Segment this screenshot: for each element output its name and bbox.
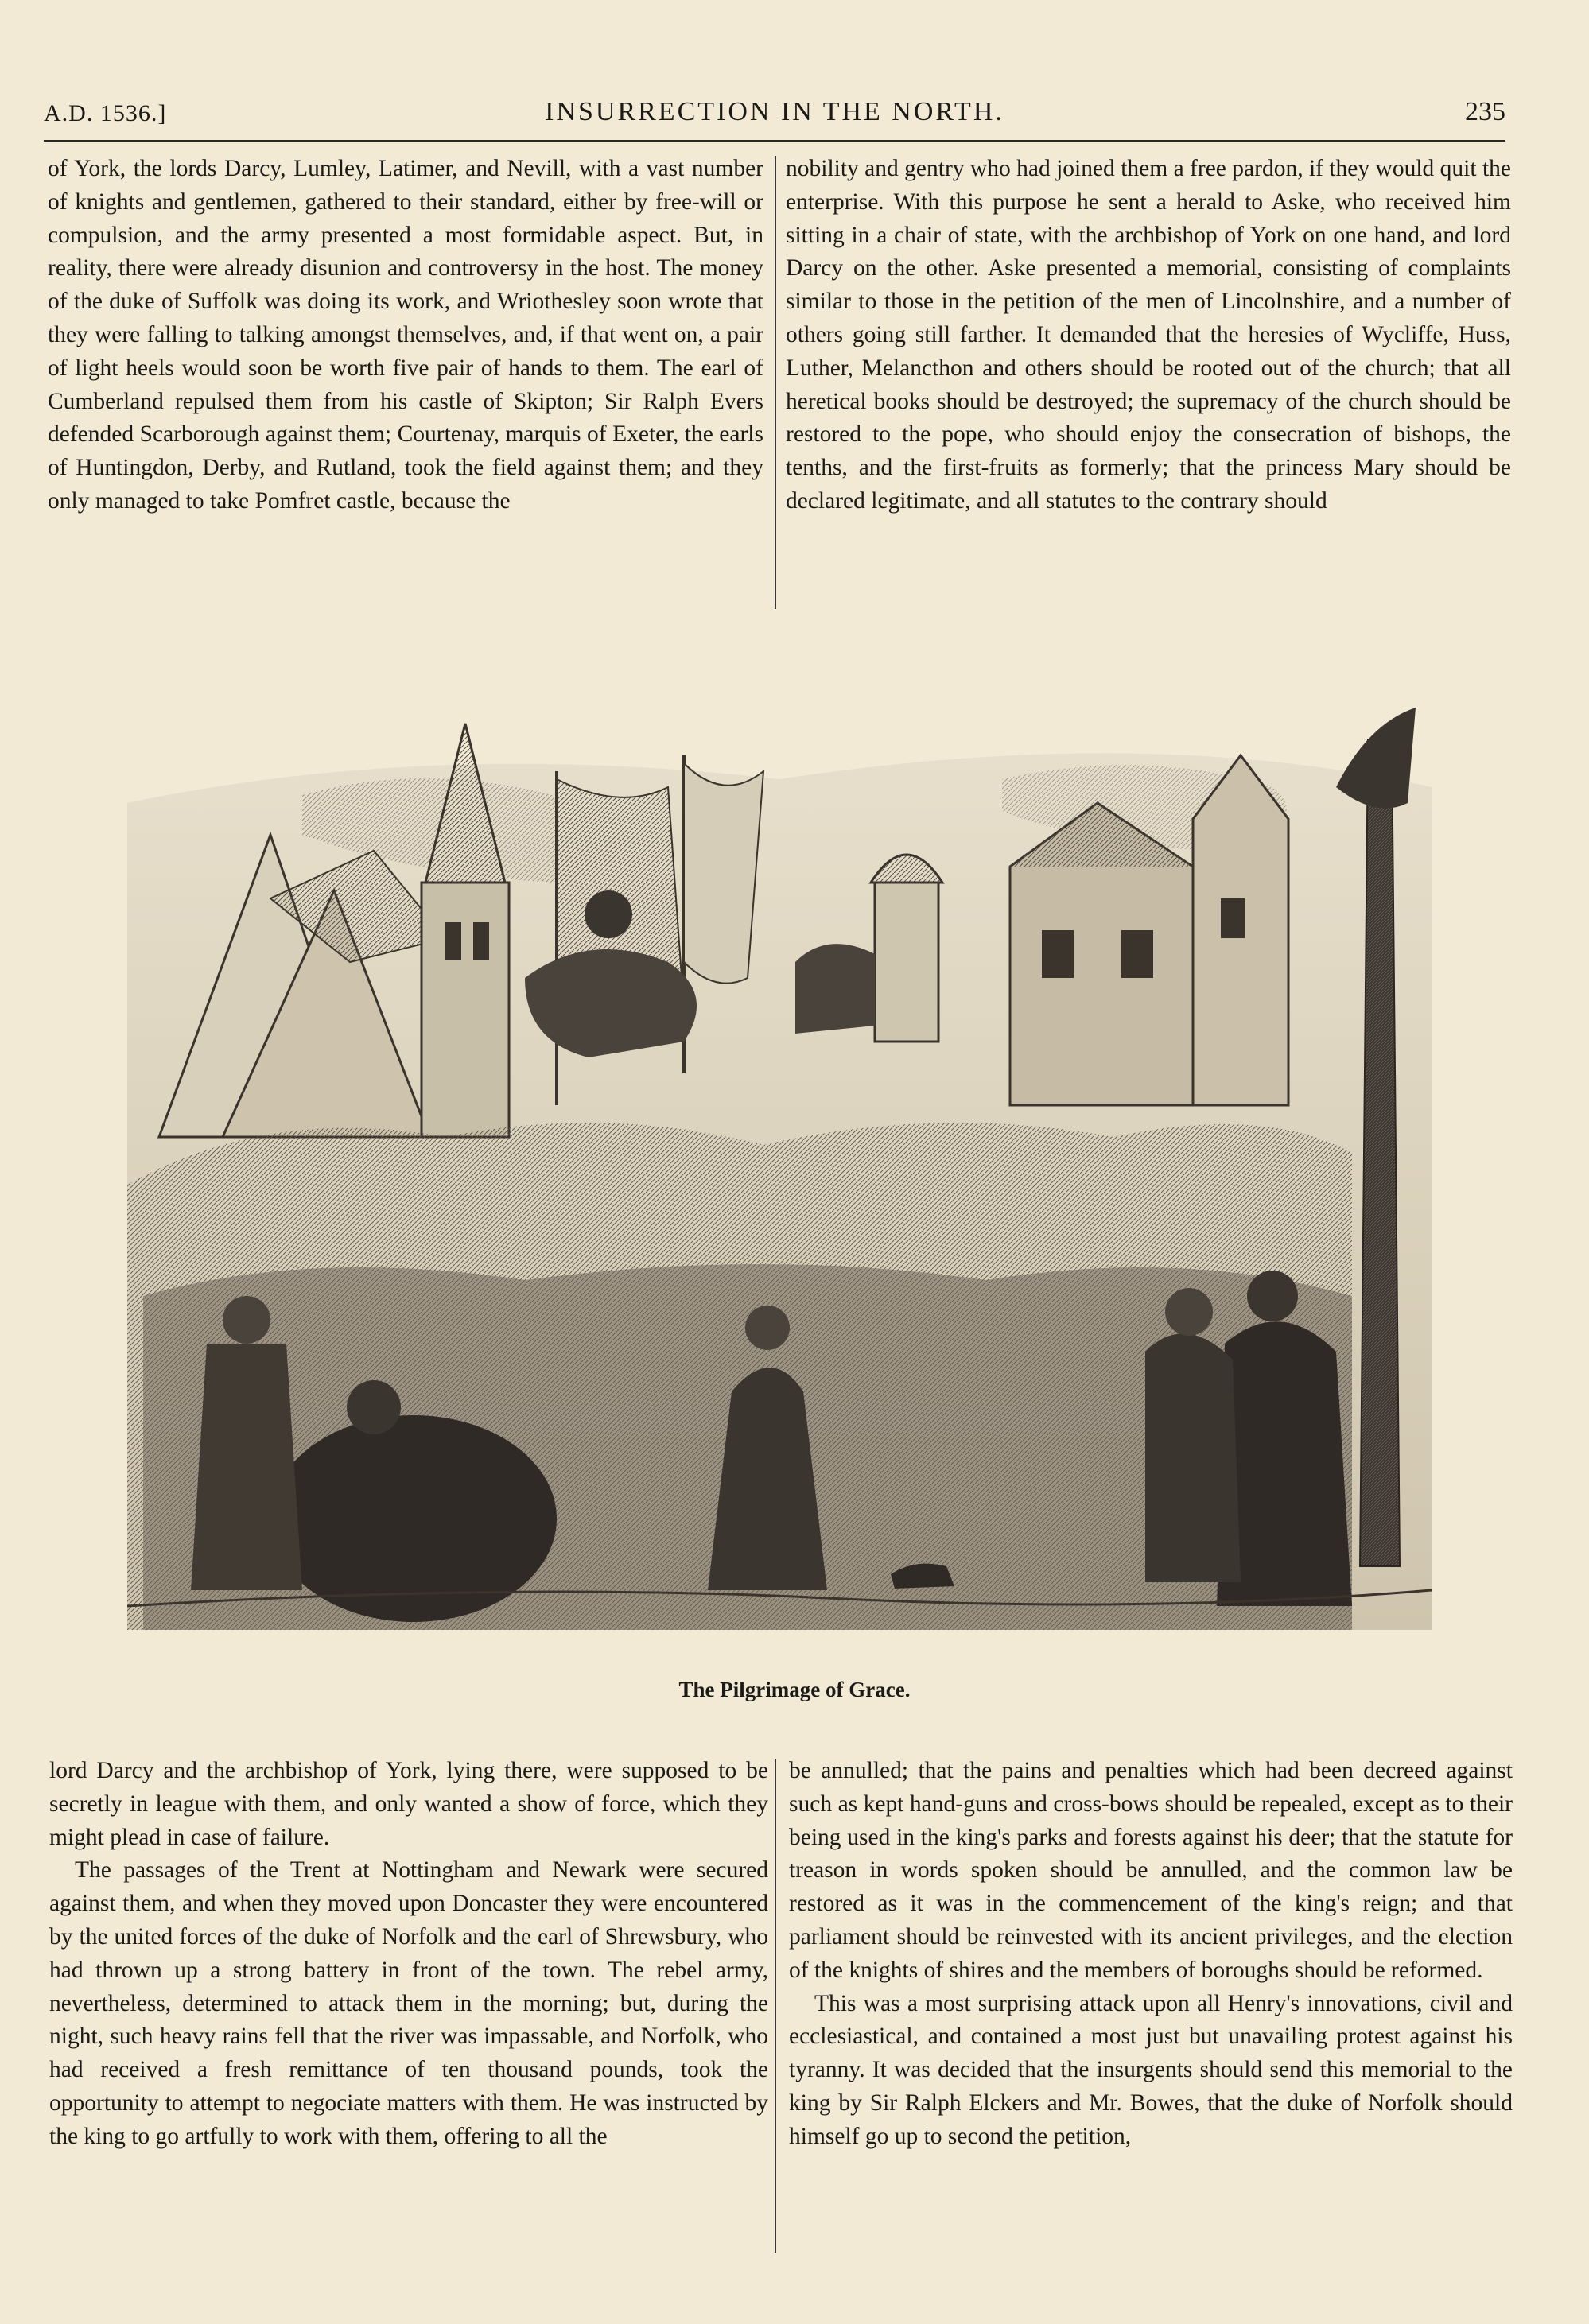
paragraph: nobility and gentry who had joined them a free pardon, if they would quit the enterprise. With this purpose he sent a herald to Aske, who received him sitting in a chair of state, with the archbishop of York on one hand, and lord Darcy on the other. Aske presented a memorial, consisting of complaints similar to those in the petition of the men of Lincolnshire, and a number of others going still farther. It demanded that the heresies of Wycliffe, Huss, Luther, Melancthon and others should be rooted out of the church; that all heretical books should be destroyed; the supremacy of the church should be restored to the pope, who should enjoy the consecration of bishops, the tenths, and the first-fruits as formerly; that the princess Mary should be declared legitimate, and all statutes to the contrary should: [786, 156, 1511, 514]
paragraph: be annulled; that the pains and penalties which had been decreed against such as kept hand-guns and cross-bows should be repealed, except as to their being used in the king's parks and forests against his deer; that the statute for treason in words spoken should be annulled, and the common law be restored as it was in the commencement of the king's reign; and that parliament should be reinvested with its ancient privileges, and the election of the knights of shires and the members of boroughs should be reformed.: [789, 1758, 1513, 1983]
column-bottom-left: [49, 1755, 768, 2154]
page-number: 235: [1465, 97, 1505, 126]
column-divider: [775, 156, 776, 609]
engraving-drawing: [111, 692, 1447, 1646]
paragraph: of York, the lords Darcy, Lumley, Latimer, and Nevill, with a vast number of knights and gentlemen, gathered to their standard, either by free-will or compulsion, and the army presented a most formidable aspect. But, in reality, there were already disunion and controversy in the host. The money of the duke of Suffolk was doing its work, and Wriothesley soon wrote that they were falling to talking amongst themselves, and, if that went on, a pair of light heels would soon be worth five pair of hands to them. The earl of Cumberland repulsed them from his castle of Skipton; Sir Ralph Evers defended Scarborough against them; Courtenay, marquis of Exeter, the earls of Huntingdon, Derby, and Rutland, took the field against them; and they only managed to take Pomfret castle, because the: [48, 156, 763, 514]
running-head: [44, 89, 1505, 137]
column-bottom-right: [789, 1755, 1513, 2154]
column-top-left: [48, 153, 763, 518]
column-divider: [775, 1759, 776, 2253]
paragraph: This was a most surprising attack upon all Henry's innovations, civil and ecclesiastical, and contained a most just but unavailing protest against his tyranny. It was decided that the insurgents should send this memorial to the king by Sir Ralph Elckers and Mr. Bowes, that the duke of Norfolk should himself go up to second the petition,: [789, 1990, 1513, 2149]
figure-caption: The Pilgrimage of Grace.: [678, 1678, 911, 1701]
chapter-title: INSURRECTION IN THE NORTH.: [545, 97, 1004, 126]
paragraph: The passages of the Trent at Nottingham and Newark were secured against them, and when they moved upon Doncaster they were encountered by the united forces of the duke of Norfolk and the earl of Shrewsbury, who had thrown up a strong battery in front of the town. The rebel army, nevertheless, determined to attack them in the morning; but, during the night, such heavy rains fell that the river was impassable, and Norfolk, who had received a fresh remittance of ten thousand pounds, took the opportunity to attempt to negociate matters with them. He was instructed by the king to go artfully to work with them, offering to all the: [49, 1857, 768, 2149]
column-top-right: [786, 153, 1511, 518]
header-rule: [44, 140, 1505, 142]
paragraph: lord Darcy and the archbishop of York, lying there, were supposed to be secretly in league with them, and only wanted a show of force, which they might plead in case of failure.: [49, 1758, 768, 1850]
engraving-illustration: [111, 692, 1447, 1646]
header-date: A.D. 1536.]: [44, 100, 167, 126]
